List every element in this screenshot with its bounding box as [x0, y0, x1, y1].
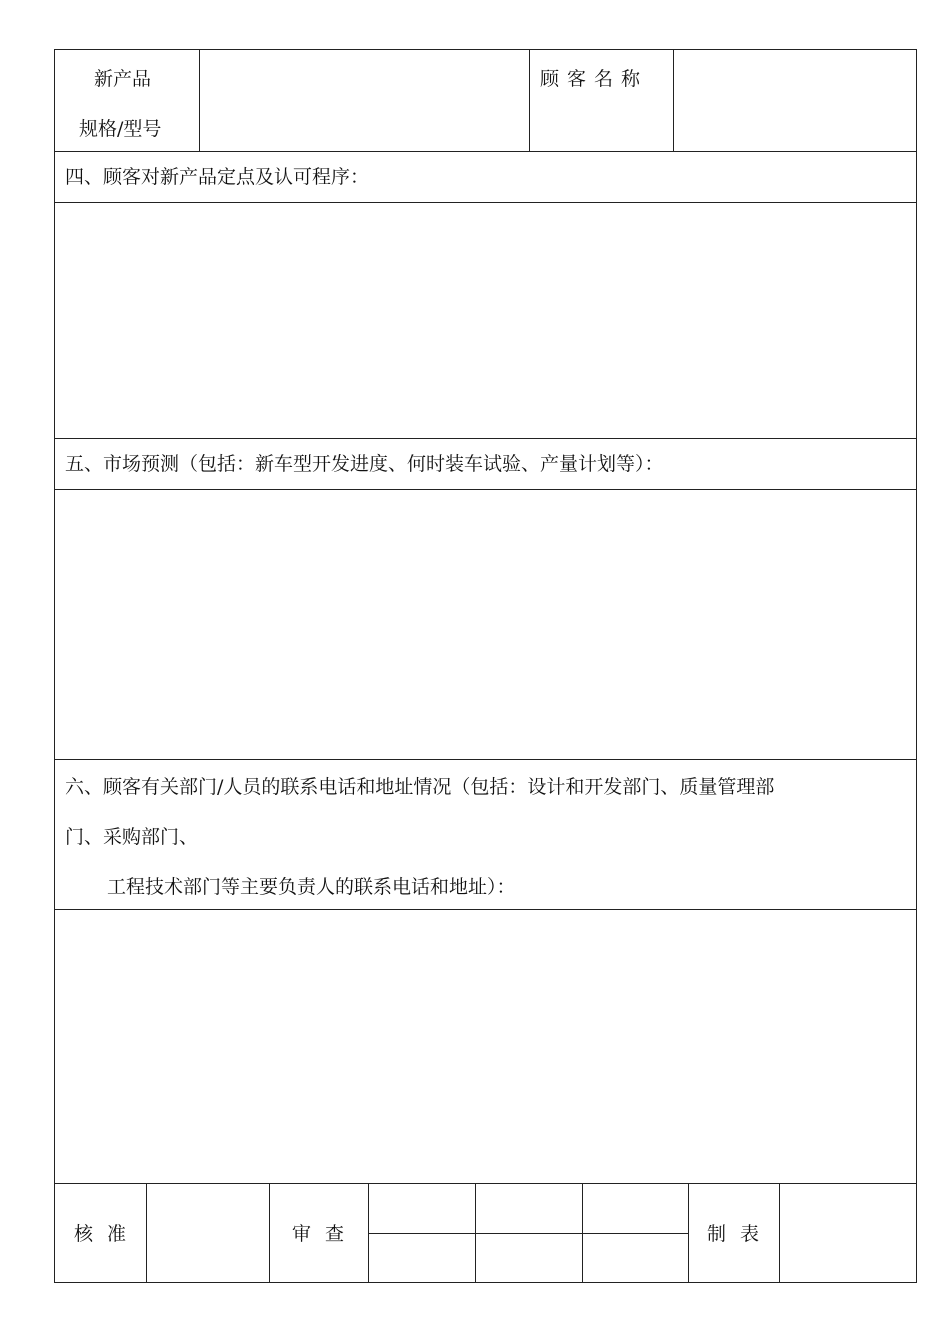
section-6-label-row: [55, 759, 916, 909]
approve-label-cell: [55, 1184, 146, 1282]
section-4-label: 四、顾客对新产品定点及认可程序：: [65, 166, 370, 188]
product-spec-value-cell[interactable]: [199, 50, 529, 151]
approve-label: 核准: [74, 1223, 141, 1245]
product-info-form: [54, 49, 917, 1283]
section-4-label-row: [55, 151, 916, 202]
review-label: 审查: [292, 1223, 359, 1245]
customer-name-label: 顾客名称: [540, 68, 649, 90]
section-5-label-row: [55, 438, 916, 489]
product-spec-label-cell: [55, 50, 199, 151]
approve-value-cell[interactable]: [146, 1184, 269, 1282]
review-cell-divider: [583, 1233, 688, 1234]
customer-name-value-cell[interactable]: [673, 50, 916, 151]
section-6-label-line2: 门、采购部门、: [65, 826, 199, 848]
review-cell-divider: [369, 1233, 475, 1234]
header-row: [55, 50, 916, 151]
section-6-label-line1: 六、顾客有关部门/人员的联系电话和地址情况（包括：设计和开发部门、质量管理部: [65, 776, 775, 798]
review-signer-cell-1[interactable]: [368, 1184, 475, 1282]
section-6-content-area[interactable]: [55, 909, 916, 1183]
section-5-content-area[interactable]: [55, 489, 916, 759]
section-4-content-area[interactable]: [55, 202, 916, 438]
review-signer-cell-3[interactable]: [582, 1184, 688, 1282]
prepare-label: 制表: [707, 1223, 774, 1245]
product-label-line2: 规格/型号: [79, 118, 162, 140]
customer-name-label-cell: [529, 50, 673, 151]
prepare-value-cell[interactable]: [779, 1184, 916, 1282]
section-5-label: 五、市场预测（包括：新车型开发进度、何时装车试验、产量计划等）：: [65, 453, 664, 475]
product-label-line1: 新产品: [94, 68, 152, 90]
signature-row: [55, 1183, 916, 1282]
prepare-label-cell: [688, 1184, 779, 1282]
section-6-label-line3: 工程技术部门等主要负责人的联系电话和地址）：: [107, 876, 516, 898]
review-cell-divider: [476, 1233, 582, 1234]
review-label-cell: [269, 1184, 368, 1282]
review-signer-cell-2[interactable]: [475, 1184, 582, 1282]
